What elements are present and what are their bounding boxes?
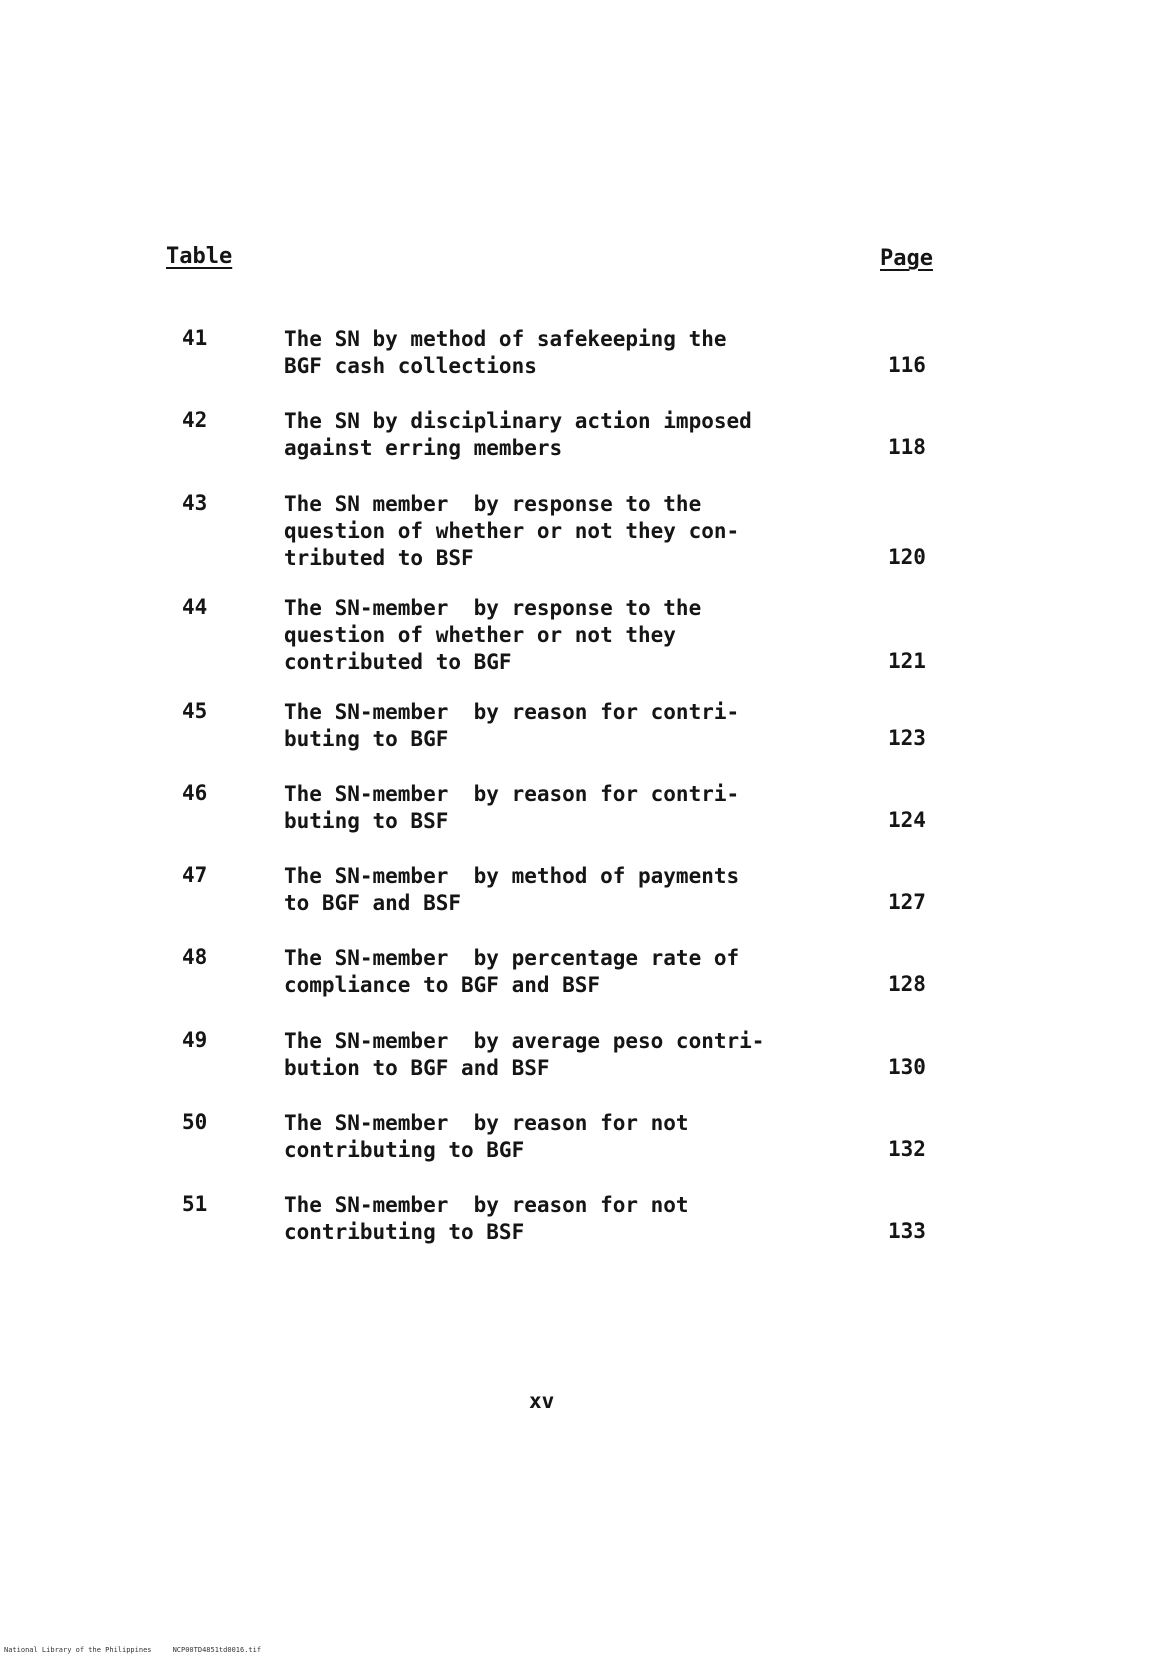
table-title: The SN by disciplinary action imposed against erring members <box>284 409 752 461</box>
table-title: The SN-member by method of payments to BGF and BSF <box>284 864 740 916</box>
table-number: 45 <box>182 698 208 723</box>
table-row <box>0 1186 1168 1268</box>
table-row <box>0 402 1168 484</box>
table-page-number: 127 <box>888 890 926 915</box>
table-title: The SN-member by reason for contri- buting to BSF <box>284 781 740 833</box>
table-page-number: 130 <box>888 1054 926 1079</box>
table-number: 50 <box>182 1110 208 1135</box>
table-number: 46 <box>182 780 208 805</box>
table-number: 43 <box>182 490 208 515</box>
table-page-number: 132 <box>888 1137 926 1162</box>
table-row <box>0 693 1168 775</box>
table-title: The SN-member by response to the question of whether or not they contributed to BGF <box>284 595 702 674</box>
table-row <box>0 485 1168 589</box>
page-column-header: Page <box>880 246 933 271</box>
table-title: The SN-member by reason for not contributing to BGF <box>284 1111 689 1163</box>
table-number: 47 <box>182 863 208 888</box>
table-title: The SN-member by reason for not contributing to BSF <box>284 1193 689 1245</box>
table-row <box>0 1104 1168 1186</box>
table-page-number: 123 <box>888 725 926 750</box>
table-page-number: 116 <box>888 353 926 377</box>
table-number: 42 <box>182 408 208 433</box>
table-row <box>0 857 1168 939</box>
table-title: The SN member by response to the question of whether or not they con- tributed to BSF <box>284 491 740 570</box>
table-page-number: 118 <box>888 435 926 460</box>
table-page-number: 124 <box>888 807 926 832</box>
table-title: The SN-member by reason for contri- buting to BGF <box>284 699 740 751</box>
table-row <box>0 1022 1168 1104</box>
table-number: 44 <box>182 594 208 619</box>
table-title: The SN-member by average peso contri- bution to BGF and BSF <box>284 1028 765 1080</box>
table-title: The SN-member by percentage rate of compliance to BGF and BSF <box>284 946 740 998</box>
scan-credit: National Library of the Philippines NCP00TD4851td0016.tif <box>4 1646 262 1654</box>
table-page-number: 121 <box>888 648 926 673</box>
table-row <box>0 589 1168 693</box>
table-page-number: 128 <box>888 972 926 997</box>
table-number: 48 <box>182 945 208 970</box>
list-of-tables <box>0 320 1168 1269</box>
table-page-number: 120 <box>888 544 926 569</box>
table-row <box>0 939 1168 1021</box>
table-title: The SN by method of safekeeping the BGF cash collections <box>284 327 727 378</box>
table-number: 49 <box>182 1027 208 1052</box>
table-row <box>0 320 1168 402</box>
table-row <box>0 775 1168 857</box>
page-number-footer: xv <box>529 1389 555 1413</box>
table-number: 51 <box>182 1192 208 1217</box>
table-page-number: 133 <box>888 1219 926 1244</box>
table-number: 41 <box>182 326 208 350</box>
table-column-header: Table <box>166 244 233 269</box>
